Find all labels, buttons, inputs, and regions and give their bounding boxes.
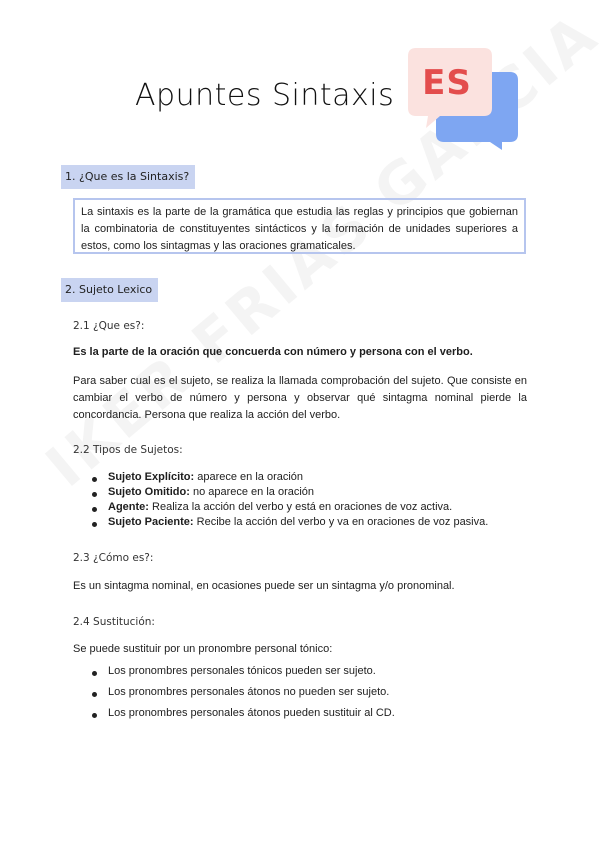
subsection-2-3-heading: 2.3 ¿Cómo es?: [73,552,154,564]
subject-form-paragraph: Es un sintagma nominal, en ocasiones puede ser un sintagma y/o pronominal. [73,580,455,592]
bullet-icon [92,507,97,512]
list-item: Sujeto Explícito: aparece en la oración [92,471,488,486]
subsection-2-1-heading: 2.1 ¿Que es?: [73,320,145,332]
logo-text: ES [422,63,472,103]
list-item: Sujeto Paciente: Recibe la acción del verbo y va en oraciones de voz pasiva. [92,516,488,531]
definition-box [73,198,526,254]
subject-types-list [92,471,488,531]
section-1-heading: 1. ¿Que es la Sintaxis? [61,165,195,189]
page-title: Apuntes Sintaxis [135,78,395,113]
bullet-icon [92,492,97,497]
definition-text: La sintaxis es la parte de la gramática que estudia las reglas y principios que gobiernan la combinatoria de constituyentes sintácticos y la formación de unidades superiores a estos, como los sintagmas y las oraciones gramaticales. [81,206,518,252]
section-2-heading: 2. Sujeto Lexico [61,278,158,302]
subject-definition: Es la parte de la oración que concuerda con número y persona con el verbo. [73,346,473,358]
list-item: Sujeto Omitido: no aparece en la oración [92,486,488,501]
bullet-icon [92,671,97,676]
list-item: Agente: Realiza la acción del verbo y está en oraciones de voz activa. [92,501,488,516]
subsection-2-4-heading: 2.4 Sustitución: [73,616,155,628]
substitution-list [92,665,395,728]
list-item: Los pronombres personales átonos no pueden ser sujeto. [92,686,395,707]
list-item: Los pronombres personales tónicos pueden ser sujeto. [92,665,395,686]
bullet-icon [92,713,97,718]
bullet-icon [92,477,97,482]
list-item: Los pronombres personales átonos pueden sustituir al CD. [92,707,395,728]
subject-test-paragraph: Para saber cual es el sujeto, se realiza la llamada comprobación del sujeto. Que consiste en cambiar el verbo de número y persona y observar qué sintagma nominal pierde la concordancia. Persona que realiza la acción del verbo. [73,375,527,421]
bullet-icon [92,692,97,697]
bullet-icon [92,522,97,527]
substitution-intro: Se puede sustituir por un pronombre personal tónico: [73,643,333,655]
subsection-2-2-heading: 2.2 Tipos de Sujetos: [73,444,183,456]
